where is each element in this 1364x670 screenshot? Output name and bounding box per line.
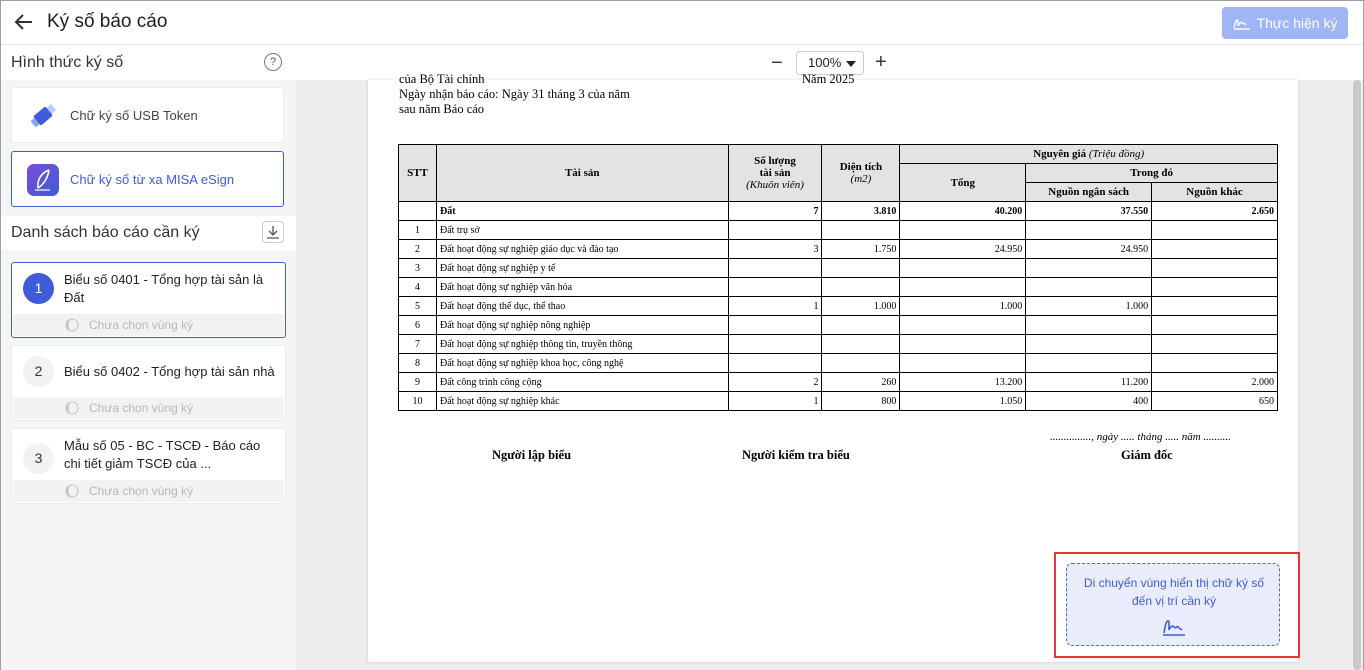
cell-area: 800 [822,392,900,411]
col-stt: STT [399,145,437,202]
cell-budget: 1.000 [1026,297,1152,316]
cell-qty: 3 [728,240,822,259]
cell-budget: 24.950 [1026,240,1152,259]
cell-qty: 1 [728,297,822,316]
cell-qty: 1 [728,392,822,411]
cell-area: 1.000 [822,297,900,316]
col-cost-label: Nguyên giá [1033,148,1087,160]
status-moon-icon [65,318,79,332]
cell-stt: 6 [399,316,437,335]
cell-budget [1026,278,1152,297]
cell-name: Đất hoạt động sự nghiệp giáo dục và đào tạo [436,240,728,259]
cell-total: 13.200 [900,373,1026,392]
cell-name: Đất [436,202,728,221]
report-number: 1 [23,273,54,304]
cell-other: 2.000 [1152,373,1278,392]
cell-area [822,316,900,335]
report-status [13,397,284,419]
report-item-1[interactable] [11,262,286,338]
table-row [399,392,1278,411]
report-title: Biểu số 0401 - Tổng hợp tài sản là Đất [64,272,264,305]
cell-other [1152,221,1278,240]
cell-other [1152,240,1278,259]
cell-budget: 11.200 [1026,373,1152,392]
asset-table [398,144,1278,411]
download-icon[interactable] [262,221,284,243]
cell-budget [1026,259,1152,278]
cell-area: 1.750 [822,240,900,259]
table-row [399,221,1278,240]
page-title: Ký số báo cáo [47,11,168,32]
cell-other [1152,278,1278,297]
method-misa-label: Chữ ký số từ xa MISA eSign [70,172,235,187]
signer-preparer: Người lập biểu [492,448,572,462]
cell-budget [1026,354,1152,373]
cell-qty [728,316,822,335]
cell-total: 1.050 [900,392,1026,411]
cell-stt: 7 [399,335,437,354]
zoom-in-button[interactable]: + [875,51,887,73]
col-of-which: Trong đó [1026,164,1278,183]
cell-other: 650 [1152,392,1278,411]
cell-stt: 2 [399,240,437,259]
table-row [399,316,1278,335]
cell-qty [728,354,822,373]
cell-stt: 3 [399,259,437,278]
usb-token-icon [26,99,60,133]
table-row [399,278,1278,297]
signature-drop-zone[interactable] [1066,563,1280,646]
col-cost-sub: (Triệu đồng) [1088,148,1145,160]
col-total: Tổng [900,164,1026,202]
cell-name: Đất hoạt động sự nghiệp khác [436,392,728,411]
table-row [399,354,1278,373]
col-other: Nguồn khác [1152,183,1278,202]
signer-reviewer: Người kiểm tra biểu [742,448,850,462]
scrollbar[interactable] [1352,80,1362,670]
cell-area: 260 [822,373,900,392]
report-year: Năm 2025 [802,72,855,86]
cell-qty [728,221,822,240]
cell-name: Đất hoạt động sự nghiệp khoa học, công nghệ [436,354,728,373]
cell-total [900,335,1026,354]
report-title: Biểu số 0402 - Tổng hợp tài sản nhà [64,364,275,379]
report-header-line: Ngày nhận báo cáo: Ngày 31 tháng 3 của năm [399,87,630,101]
col-qty [728,145,822,202]
cell-total [900,259,1026,278]
signer-director: Giám đốc [1121,448,1173,462]
status-moon-icon [65,484,79,498]
col-qty-label: Số lượng tài sản [754,155,796,179]
cell-total: 40.200 [900,202,1026,221]
cell-stt: 10 [399,392,437,411]
cell-area [822,221,900,240]
cell-total [900,316,1026,335]
report-number: 2 [23,356,54,387]
cell-budget: 37.550 [1026,202,1152,221]
report-item-3[interactable] [11,428,286,504]
drop-zone-line: đến vị trí cần ký [1131,594,1217,608]
cell-total: 24.950 [900,240,1026,259]
col-budget: Nguồn ngân sách [1026,183,1152,202]
col-cost [900,145,1278,164]
report-status-text: Chưa chọn vùng ký [89,401,194,415]
table-row [399,335,1278,354]
method-usb-token[interactable] [11,87,284,143]
cell-budget [1026,335,1152,354]
cell-stt: 5 [399,297,437,316]
cell-name: Đất công trình công cộng [436,373,728,392]
drop-zone-text [1067,574,1281,610]
cell-name: Đất hoạt động thể dục, thể thao [436,297,728,316]
table-row-total [399,202,1278,221]
cell-qty [728,259,822,278]
col-area-label: Diện tích [839,161,883,173]
report-header-text [399,72,630,117]
table-row [399,373,1278,392]
signature-icon [1161,615,1187,637]
col-asset: Tài sản [436,145,728,202]
cell-name: Đất hoạt động sự nghiệp y tế [436,259,728,278]
cell-other [1152,354,1278,373]
cell-qty [728,335,822,354]
scroll-thumb[interactable] [1353,80,1361,670]
cell-budget [1026,316,1152,335]
cell-name: Đất hoạt động sự nghiệp nông nghiệp [436,316,728,335]
report-item-2[interactable] [11,345,286,421]
cell-area [822,335,900,354]
header [1,1,1363,45]
cell-other [1152,316,1278,335]
col-area [822,145,900,202]
drop-zone-line: Di chuyển vùng hiển thị chữ ký số [1083,576,1265,590]
cell-stt [399,202,437,221]
report-header-line: của Bộ Tài chính [399,72,485,86]
cell-other [1152,259,1278,278]
report-title: Mẫu số 05 - BC - TSCĐ - Báo cáo chi tiết giảm TSCĐ của ... [64,438,261,471]
table-row [399,259,1278,278]
col-area-sub: (m2) [850,173,872,185]
cell-other [1152,297,1278,316]
help-icon[interactable]: ? [264,53,282,71]
sign-method-header [1,46,296,80]
cell-total: 1.000 [900,297,1026,316]
signature-icon [1233,16,1251,30]
cell-stt: 1 [399,221,437,240]
zoom-value: 100% [808,55,842,70]
cell-area: 3.810 [822,202,900,221]
date-line: ..............., ngày ..... tháng ..... năm .......... [1050,431,1231,443]
zoom-out-button[interactable]: − [771,52,783,74]
report-status-text: Chưa chọn vùng ký [89,484,194,498]
method-usb-label: Chữ ký số USB Token [70,108,198,123]
cell-area [822,278,900,297]
cell-budget: 400 [1026,392,1152,411]
document-viewer [296,46,1363,670]
back-arrow-icon[interactable] [13,11,35,33]
cell-other [1152,335,1278,354]
cell-name: Đất hoạt động sự nghiệp thông tin, truyền thông [436,335,728,354]
cell-total [900,278,1026,297]
status-moon-icon [65,401,79,415]
sign-method-label: Hình thức ký số [11,54,124,71]
cell-stt: 4 [399,278,437,297]
report-number: 3 [23,443,54,474]
cell-qty: 2 [728,373,822,392]
misa-esign-icon [26,163,60,197]
cell-area [822,354,900,373]
table-row [399,297,1278,316]
cell-stt: 9 [399,373,437,392]
cell-area [822,259,900,278]
sidebar [1,46,296,670]
cell-qty: 7 [728,202,822,221]
col-qty-sub: (Khuôn viên) [746,179,804,191]
sign-button-label: Thực hiện ký [1256,15,1338,31]
cell-total [900,221,1026,240]
table-row [399,240,1278,259]
cell-total [900,354,1026,373]
cell-stt: 8 [399,354,437,373]
chevron-down-icon [846,61,856,67]
report-status [13,314,284,336]
report-list-header [1,216,296,250]
cell-budget [1026,221,1152,240]
cell-qty [728,278,822,297]
report-list-label: Danh sách báo cáo cần ký [11,224,200,241]
report-header-line: sau năm Báo cáo [399,102,485,116]
sign-button[interactable] [1222,7,1348,39]
report-status [13,480,284,502]
cell-other: 2.650 [1152,202,1278,221]
cell-name: Đất hoạt động sự nghiệp văn hóa [436,278,728,297]
report-status-text: Chưa chọn vùng ký [89,318,194,332]
method-misa-esign[interactable] [11,151,284,207]
cell-name: Đất trụ sở [436,221,728,240]
